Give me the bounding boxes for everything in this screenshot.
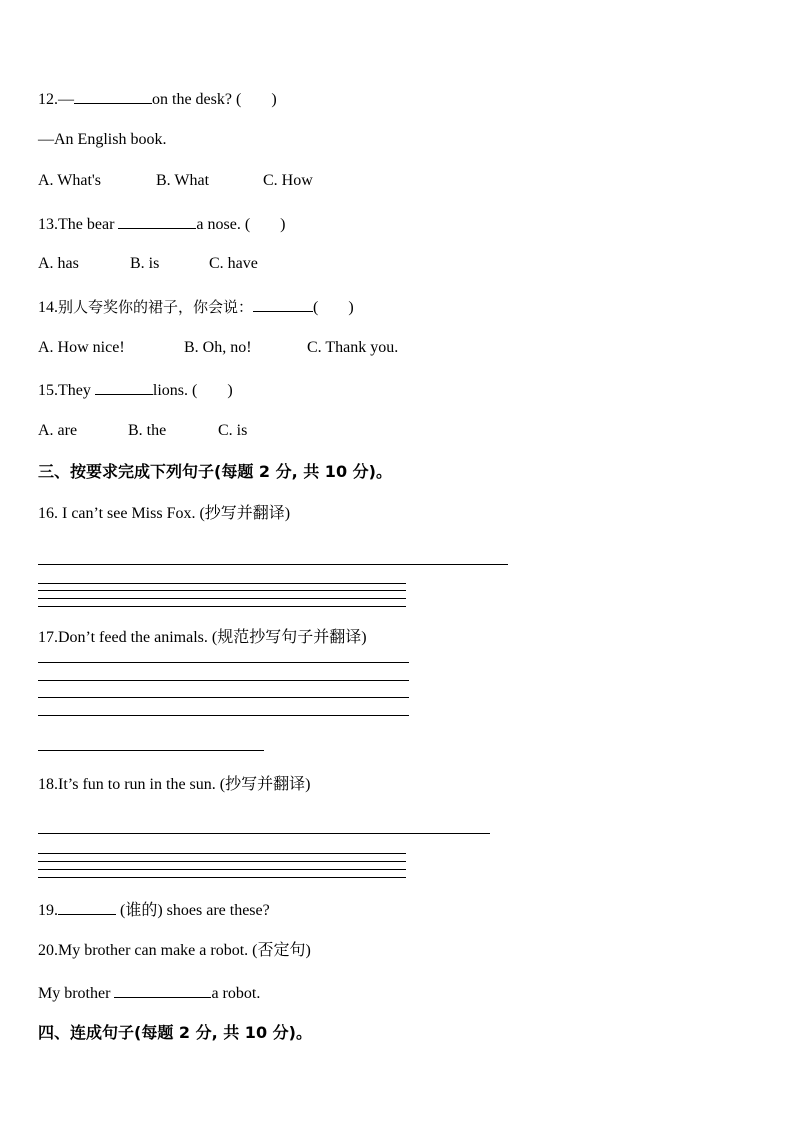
question-text: a nose. ( [196,216,251,233]
option-a[interactable]: A. has [38,255,79,272]
writing-line[interactable] [38,869,406,870]
question-12 [38,88,277,110]
question-14 [38,296,354,318]
writing-line[interactable] [38,606,406,607]
paren-close: ) [348,299,354,316]
question-15-options [38,421,247,441]
question-13-options [38,254,258,274]
writing-line[interactable] [38,662,409,663]
question-18: 18.It’s fun to run in the sun. (抄写并翻译) [38,776,311,793]
answer-blank[interactable] [58,899,116,915]
writing-line[interactable] [38,590,406,591]
question-12-options [38,171,313,191]
paren-close: ) [280,216,286,233]
answer-blank[interactable] [74,88,152,104]
option-b[interactable]: B. is [130,255,160,272]
question-text: on the desk? ( [152,91,242,108]
question-text: My brother [38,985,115,1002]
question-14-options [38,338,398,358]
writing-line[interactable] [38,564,508,565]
question-13 [38,213,286,235]
question-16: 16. I can’t see Miss Fox. (抄写并翻译) [38,505,291,522]
answer-blank[interactable] [95,379,153,395]
question-number: 14. [38,299,58,316]
question-20: 20.My brother can make a robot. (否定句) [38,942,311,959]
question-text: a robot. [211,985,261,1002]
answer-blank[interactable] [114,982,211,998]
option-c[interactable]: C. have [209,255,258,272]
writing-line[interactable] [38,697,409,698]
option-a[interactable]: A. What's [38,172,102,189]
question-text: 别人夸奖你的裙子，你会说： [58,298,254,316]
option-c[interactable]: C. is [218,422,248,439]
option-a[interactable]: A. are [38,422,78,439]
question-12-response: —An English book. [38,131,167,148]
question-text: The bear [58,216,119,233]
option-a[interactable]: A. How nice! [38,339,125,356]
question-20-answer [38,982,260,1004]
question-text: (谁的) shoes are these? [116,902,270,919]
writing-line[interactable] [38,598,406,599]
question-number: 19. [38,902,58,919]
answer-blank[interactable] [118,213,196,229]
option-b[interactable]: B. What [156,172,210,189]
question-number: 13. [38,216,58,233]
paren-close: ) [271,91,277,108]
writing-line[interactable] [38,583,406,584]
writing-line[interactable] [38,853,406,854]
paren-close: ) [227,382,233,399]
section-3-title: 三、按要求完成下列句子(每题 2 分, 共 10 分)。 [38,462,392,481]
question-text: They [58,382,95,399]
dash: — [58,91,74,108]
option-b[interactable]: B. the [128,422,167,439]
question-15 [38,379,233,401]
question-number: 12. [38,91,58,108]
writing-line[interactable] [38,750,264,751]
writing-line[interactable] [38,833,490,834]
writing-line[interactable] [38,680,409,681]
paren-open: ( [313,299,319,316]
question-number: 15. [38,382,58,399]
writing-line[interactable] [38,861,406,862]
question-text: lions. ( [152,382,198,399]
answer-blank[interactable] [253,296,313,312]
option-c[interactable]: C. How [263,172,313,189]
writing-line[interactable] [38,715,409,716]
option-b[interactable]: B. Oh, no! [184,339,252,356]
section-4-title: 四、连成句子(每题 2 分, 共 10 分)。 [38,1023,312,1042]
question-19 [38,899,270,921]
writing-line[interactable] [38,877,406,878]
question-17: 17.Don’t feed the animals. (规范抄写句子并翻译) [38,629,367,646]
option-c[interactable]: C. Thank you. [307,339,399,356]
